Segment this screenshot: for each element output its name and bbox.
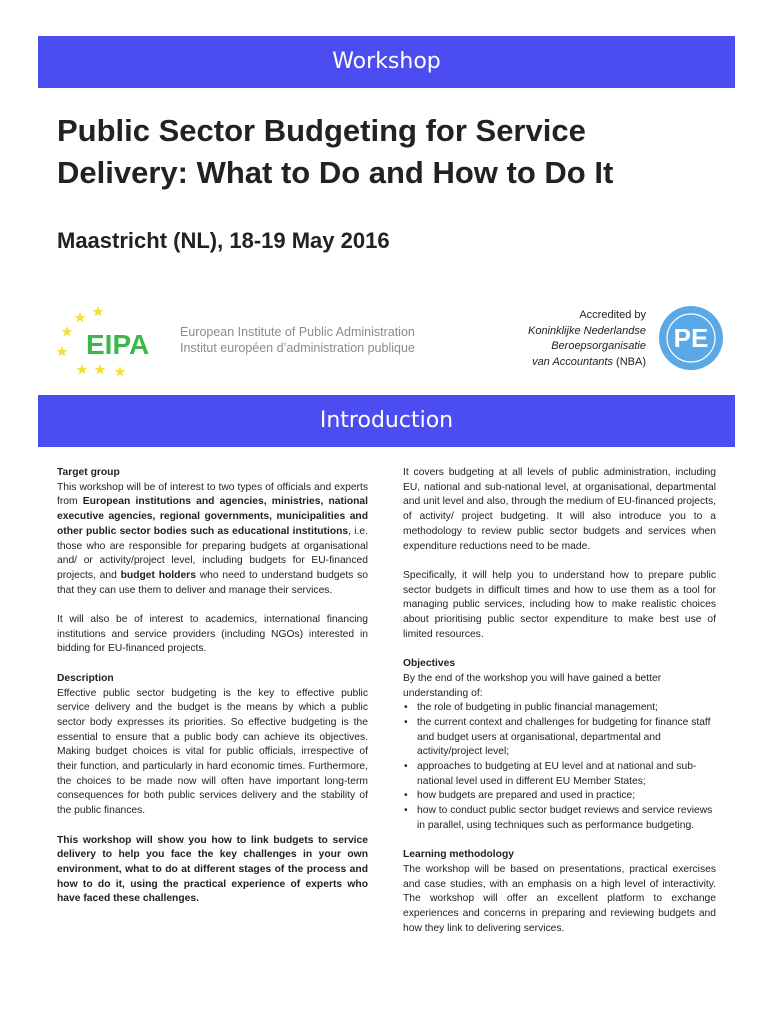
- page-title: Public Sector Budgeting for Service Delivery: What to Do and How to Do It: [57, 113, 614, 190]
- specifically-paragraph: Specifically, it will help you to understand how to prepare public sector budgets in difficult times and how to use them as a tool for managing public services, including how to make realistic choices about prioritising public sector expenditure to make best use of limited resources.: [403, 569, 716, 640]
- org-line-2: Beroepsorganisatie: [551, 340, 646, 352]
- description-heading: Description: [57, 672, 114, 684]
- target-group-paragraph-1: This workshop will be of interest to two types of officials and experts from European institutions and agencies, ministries, national executive agencies, regional governments, municipalities and other public sector bodies such as educational institutions, i.e. those who are responsible for preparing budgets at organisational and/ or activity/project level, including budgets for EU-financed projects, and budget holders who need to understand budgets so that they can use them to deliver and manage their services.: [57, 481, 368, 596]
- target-group-paragraph-2: It will also be of interest to academics, international financing institutions and service providers (including NGOs) interested in bidding for EU-financed projects.: [57, 614, 368, 655]
- location-date: Maastricht (NL), 18-19 May 2016: [57, 228, 390, 253]
- eipa-wordmark: EIPA: [86, 329, 150, 360]
- star-icon: [95, 364, 106, 375]
- target-group-heading: Target group: [57, 467, 120, 478]
- star-icon: [75, 312, 86, 323]
- description-paragraph-2: This workshop will show you how to link budgets to service delivery to help you face the key challenges in your own environment, what to do at different stages of the process and how to do it, using the practical experience of experts who have faced these challenges.: [57, 834, 368, 905]
- star-icon: [57, 346, 68, 357]
- objectives-lead: By the end of the workshop you will have gained a better understanding of:: [403, 672, 662, 699]
- workshop-banner: Workshop: [38, 36, 735, 88]
- right-column: [403, 466, 716, 951]
- description-paragraph-1: Effective public sector budgeting is the key to effective public service delivery and the budget is the means by which a public sector body expresses its priorities. So effective budgeting is the essential to ensure that a public body can achieve its objectives. Making budget choices is vital for public officials, irrespective of their function, and particularly in hard economic times. Furthermore, the choices to be made now will often have important long-term consequences for both public services delivery and the stability of the public finances.: [57, 687, 368, 817]
- left-column: [57, 466, 368, 922]
- star-icon: [62, 326, 73, 337]
- objectives-heading: Objectives: [403, 658, 456, 670]
- star-icon: [115, 366, 126, 377]
- star-icon: [77, 364, 88, 375]
- coverage-paragraph: It covers budgeting at all levels of public administration, including EU, national and sub-national level, at organisational, departmental and unit level and also, through the medium of EU-financed projects, of activity/ project budgeting. It will also introduce you to a methodology to review public sector budgets and services when expenditure reductions need to be made.: [403, 467, 716, 552]
- list-item: • approaches to budgeting at EU level and at national and sub-national level used in different EU Member States;: [403, 760, 716, 789]
- methodology-paragraph: The workshop will be based on presentations, practical exercises and case studies, with an emphasis on a high level of interactivity. The workshop will offer an excellent platform to exchange experiences and concerns in preparing and reviewing budgets and how they link to delivering services.: [403, 863, 716, 934]
- objectives-list: [403, 701, 716, 833]
- list-item: • how to conduct public sector budget reviews and service reviews in parallel, using techniques such as performance budgeting.: [403, 804, 716, 833]
- pe-seal-text: PE: [673, 323, 709, 353]
- list-item: • the role of budgeting in public financial management;: [403, 701, 716, 716]
- org-abbr: (NBA): [616, 355, 646, 368]
- list-item: • how budgets are prepared and used in practice;: [403, 789, 716, 804]
- accredited-by-label: Accredited by: [579, 309, 646, 321]
- list-item: • the current context and challenges for budgeting for finance staff and budget users at organisational, departmental and activity/project level;: [403, 716, 716, 760]
- star-icon: [93, 306, 104, 317]
- introduction-banner: Introduction: [38, 395, 735, 447]
- eipa-full-name: [180, 324, 415, 356]
- eipa-name-en: European Institute of Public Administration: [180, 325, 415, 339]
- eipa-name-fr: Institut européen d’administration publique: [180, 341, 415, 355]
- accreditation-block: [528, 308, 646, 370]
- pe-seal-icon: [658, 305, 724, 371]
- methodology-heading: Learning methodology: [403, 849, 514, 861]
- eipa-logo: [52, 302, 182, 382]
- org-line-1: Koninklijke Nederlandse: [527, 324, 646, 337]
- org-line-3: van Accountants: [532, 355, 613, 368]
